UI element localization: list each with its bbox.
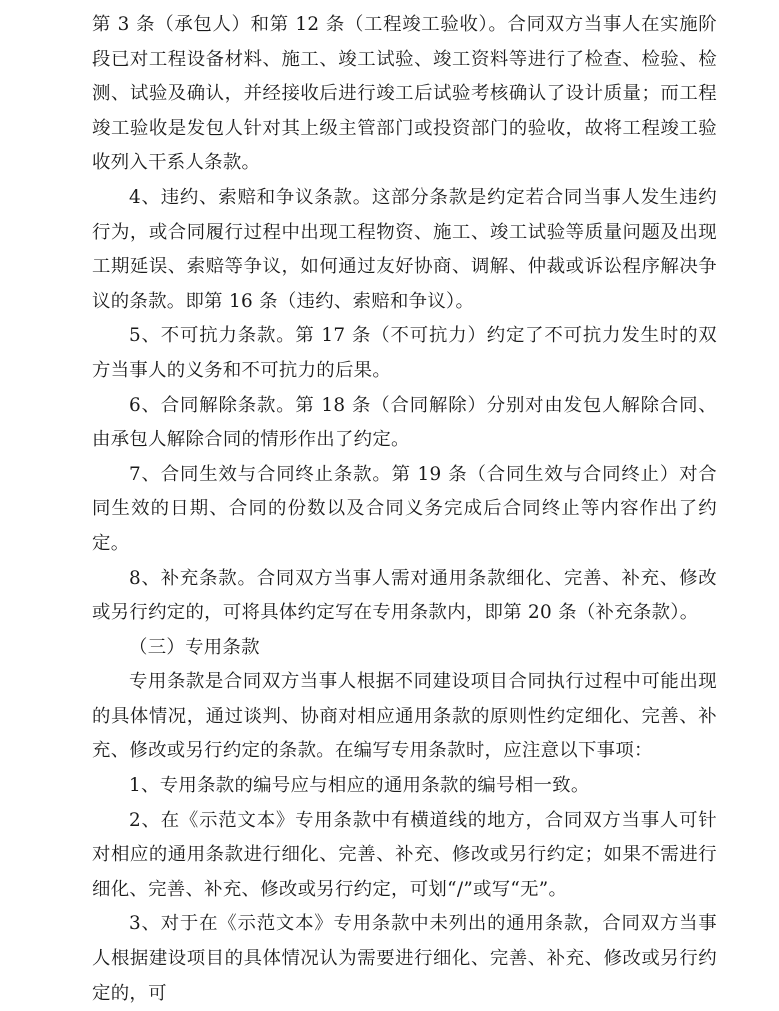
paragraph-contract-termination: 6、合同解除条款。第 18 条（合同解除）分别对由发包人解除合同、由承包人解除合同的情形作出了约定。: [92, 394, 717, 451]
paragraph-supplementary-clause: 8、补充条款。合同双方当事人需对通用条款细化、完善、补充、修改或另行约定的，可将具体约定写在专用条款内，即第 20 条（补充条款）。: [92, 567, 717, 624]
paragraph-special-item-3: 3、对于在《示范文本》专用条款中未列出的通用条款，合同双方当事人根据建设项目的具体情况认为需要进行细化、完善、补充、修改或另行约定的，可: [92, 913, 717, 1004]
section-heading-special-clauses: （三）专用条款: [129, 636, 260, 658]
paragraph-acceptance-clause: 第 3 条（承包人）和第 12 条（工程竣工验收）。合同双方当事人在实施阶段已对工程设备材料、施工、竣工试验、竣工资料等进行了检查、检验、检测、试验及确认，并经接收后进行竣工后试验考核确认了设计质量；而工程竣工验收是发包人针对其上级主管部门或投资部门的验收，故将工程竣工验收列入干系人条款。: [92, 14, 717, 174]
paragraph-special-item-1: 1、专用条款的编号应与相应的通用条款的编号相一致。: [129, 775, 590, 797]
paragraph-effectiveness-termination: 7、合同生效与合同终止条款。第 19 条（合同生效与合同终止）对合同生效的日期、合同的份数以及合同义务完成后合同终止等内容作出了约定。: [92, 463, 717, 554]
paragraph-breach-claims-disputes: 4、违约、索赔和争议条款。这部分条款是约定若合同当事人发生违约行为，或合同履行过程中出现工程物资、施工、竣工试验等质量问题及出现工期延误、索赔等争议，如何通过友好协商、调解、仲裁或诉讼程序解决争议的条款。即第 16 条（违约、索赔和争议）。: [92, 186, 717, 312]
paragraph-special-clauses-intro: 专用条款是合同双方当事人根据不同建设项目合同执行过程中可能出现的具体情况，通过谈判、协商对相应通用条款的原则性约定细化、完善、补充、修改或另行约定的条款。在编写专用条款时，应注意以下事项：: [92, 671, 717, 762]
paragraph-force-majeure: 5、不可抗力条款。第 17 条（不可抗力）约定了不可抗力发生时的双方当事人的义务和不可抗力的后果。: [92, 325, 717, 381]
paragraph-special-item-2: 2、在《示范文本》专用条款中有横道线的地方，合同双方当事人可针对相应的通用条款进行细化、完善、补充、修改或另行约定；如果不需进行细化、完善、补充、修改或另行约定，可划“/”或写“无”。: [92, 809, 717, 900]
